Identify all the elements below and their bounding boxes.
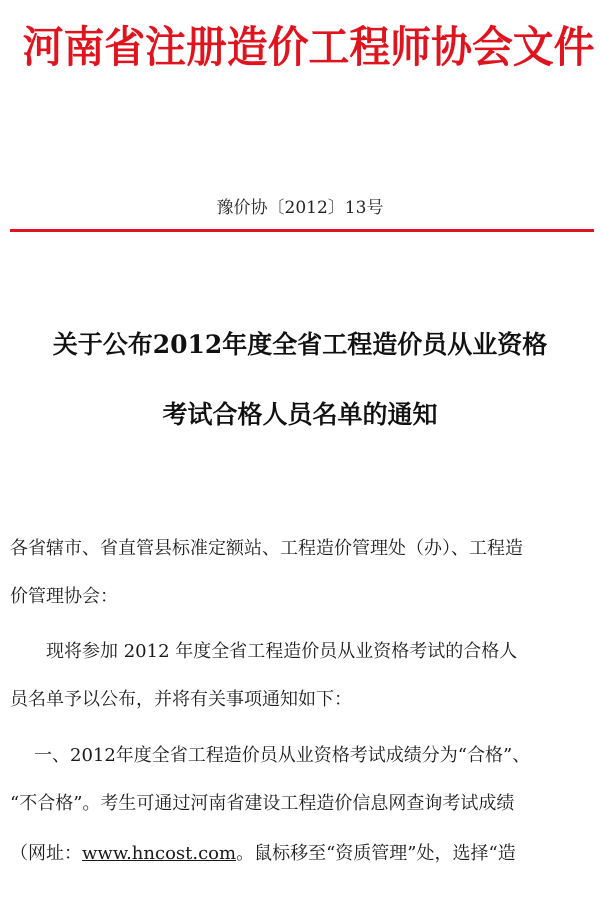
item-1-line-2: “不合格”。考生可通过河南省建设工程造价信息网查询考试成绩 <box>10 793 515 814</box>
addressee-line-2: 价管理协会： <box>10 586 118 607</box>
red-divider-line <box>10 229 594 232</box>
notice-title-line-1: 关于公布2012年度全省工程造价员从业资格 <box>52 330 548 359</box>
paragraph-1-line-2: 员名单予以公布，并将有关事项通知如下： <box>10 689 352 710</box>
addressee-line-1: 各省辖市、省直管县标准定额站、工程造价管理处（办）、工程造 <box>10 538 523 559</box>
item-1-line-3 <box>10 834 590 874</box>
notice-title-line-2: 考试合格人员名单的通知 <box>162 400 438 429</box>
item-1-line-1: 一、2012年度全省工程造价员从业资格考试成绩分为“合格”、 <box>34 745 531 766</box>
item-1-line-3-prefix: （网址： <box>10 843 82 864</box>
document-number: 豫价协〔2012〕13号 <box>216 198 384 218</box>
website-link[interactable]: www.hncost.com <box>82 843 237 864</box>
item-1-line-3-suffix: 。鼠标移至“资质管理”处，选择“造 <box>236 843 516 864</box>
org-header-title: 河南省注册造价工程师协会文件 <box>22 23 595 73</box>
paragraph-1-line-1: 现将参加 2012 年度全省工程造价员从业资格考试的合格人 <box>46 641 518 662</box>
